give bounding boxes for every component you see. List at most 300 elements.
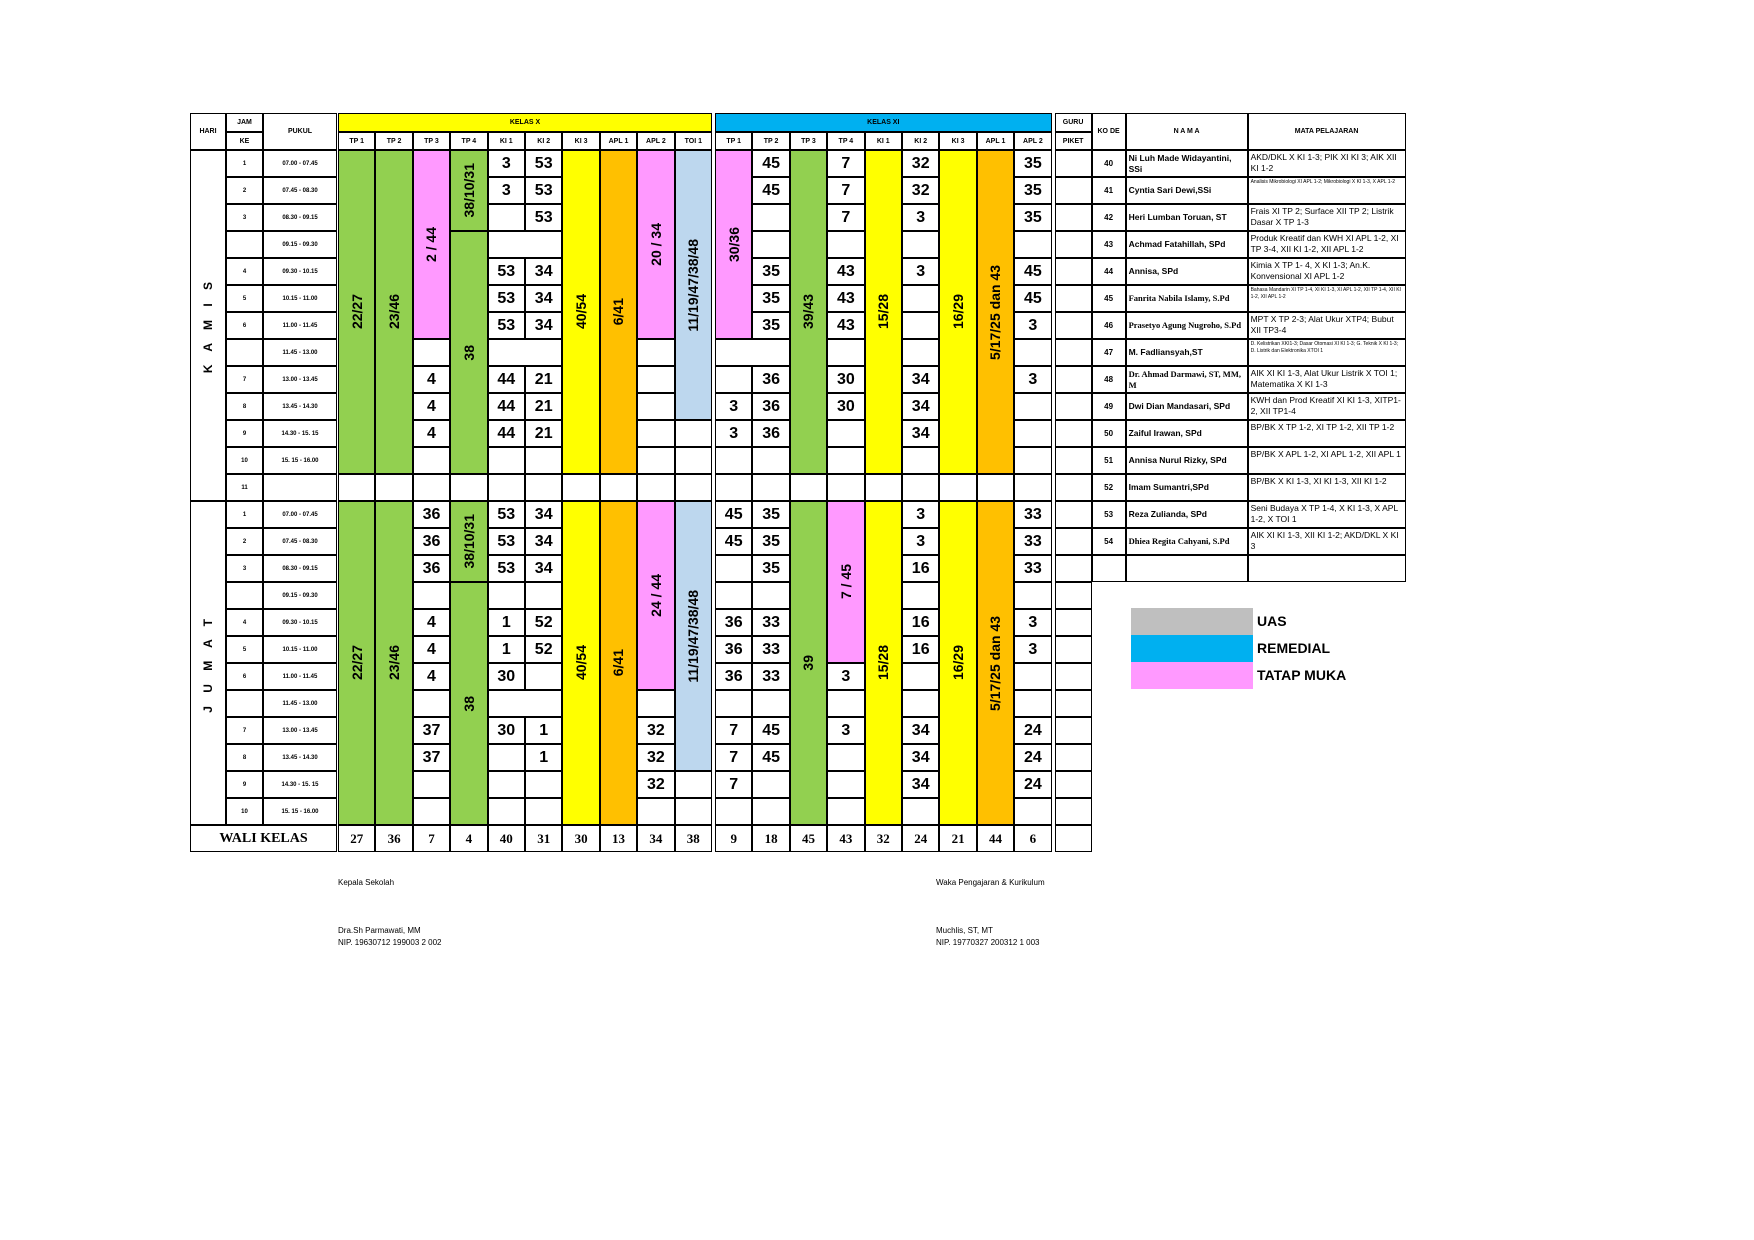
guru-piket-cell [1055,474,1092,501]
teacher-subjects: Analisis Mikrobiologi XI APL 1-2; Mikrobiologi X KI 1-3, X APL 1-2 [1248,177,1406,204]
schedule-cell [752,690,789,717]
schedule-cell: 35 [752,555,789,582]
schedule-cell [902,447,939,474]
jam-ke: 7 [226,366,263,393]
teacher-name [1126,555,1248,582]
jam-ke: 4 [226,609,263,636]
legend-label: TATAP MUKA [1257,667,1347,683]
schedule-block-label: 7 / 45 [837,564,854,600]
schedule-cell: 30 [488,717,525,744]
wali-kelas-value: 40 [488,825,525,852]
schedule-cell: 53 [488,501,525,528]
schedule-block-label: 6/41 [610,649,627,677]
teacher-subjects: KWH dan Prod Kreatif XI KI 1-3, XITP1-2, XII TP1-4 [1248,393,1406,420]
schedule-cell: 32 [637,717,674,744]
wali-kelas-value: 36 [375,825,412,852]
pukul: 13.00 - 13.45 [263,717,337,744]
teacher-subjects: BP/BK X TP 1-2, XI TP 1-2, XII TP 1-2 [1248,420,1406,447]
teacher-kode: 48 [1092,366,1126,393]
guru-piket-cell [1055,636,1092,663]
merged-cell [488,339,563,366]
schedule-cell [413,690,450,717]
schedule-cell: 53 [525,177,562,204]
legend-label: REMEDIAL [1257,640,1331,656]
teacher-name: Imam Sumantri,SPd [1126,474,1248,501]
header-ke: KE [226,132,263,150]
teacher-kode: 54 [1092,528,1126,555]
schedule-cell: 44 [488,420,525,447]
schedule-cell [902,474,939,501]
schedule-cell: 16 [902,636,939,663]
schedule-block [715,150,752,339]
schedule-cell: 24 [1014,771,1051,798]
schedule-cell [1014,474,1051,501]
teacher-name: Annisa, SPd [1126,258,1248,285]
pukul: 07.00 - 07.45 [263,150,337,177]
pukul [263,474,337,501]
teacher-subjects: AIK XI KI 1-3, XII KI 1-2; AKD/DKL X KI 3 [1248,528,1406,555]
guru-piket-cell [1055,204,1092,231]
schedule-block [977,150,1014,474]
teacher-subjects: Seni Budaya X TP 1-4, X KI 1-3, X APL 1-2, X TOI 1 [1248,501,1406,528]
day-label-kamis [190,150,226,501]
schedule-cell [525,447,562,474]
schedule-cell: 53 [525,204,562,231]
schedule-cell: 36 [715,609,752,636]
teacher-name: Dwi Dian Mandasari, SPd [1126,393,1248,420]
teacher-kode: 40 [1092,150,1126,177]
signature-left-nip: NIP. 19630712 199003 2 002 [338,938,442,947]
schedule-cell: 43 [827,258,864,285]
guru-piket-cell [1055,744,1092,771]
schedule-cell [488,744,525,771]
schedule-cell: 33 [752,609,789,636]
guru-piket-cell [1055,366,1092,393]
schedule-cell: 16 [902,609,939,636]
schedule-cell [675,798,712,825]
schedule-block [375,501,412,825]
schedule-cell: 35 [752,528,789,555]
schedule-cell: 33 [1014,555,1051,582]
schedule-cell: 4 [413,609,450,636]
schedule-cell [827,420,864,447]
schedule-cell: 3 [827,717,864,744]
schedule-cell: 3 [1014,636,1051,663]
schedule-cell [902,582,939,609]
schedule-block [939,501,976,825]
schedule-cell [752,474,789,501]
schedule-cell [413,771,450,798]
header-kelas-xi: KELAS XI [715,113,1052,132]
schedule-cell: 30 [488,663,525,690]
day-label-jumat [190,501,226,825]
guru-piket-cell [1055,609,1092,636]
schedule-cell [1014,582,1051,609]
schedule-cell: 45 [752,744,789,771]
jam-ke [226,690,263,717]
schedule-cell [1014,447,1051,474]
schedule-cell: 36 [715,636,752,663]
schedule-cell: 43 [827,312,864,339]
column-header-x: TOI 1 [675,132,712,150]
signature-left-title: Kepala Sekolah [338,878,395,887]
schedule-cell: 37 [413,744,450,771]
jam-ke: 6 [226,312,263,339]
column-header-x: APL 2 [637,132,674,150]
teacher-name: M. Fadliansyah,ST [1126,339,1248,366]
schedule-cell: 34 [902,366,939,393]
day-label-kamis-label: K A M I S [201,277,215,374]
pukul: 08.30 - 09.15 [263,204,337,231]
teacher-kode: 42 [1092,204,1126,231]
schedule-cell: 36 [752,393,789,420]
schedule-cell: 36 [715,663,752,690]
pukul: 13.45 - 14.30 [263,393,337,420]
schedule-cell [525,474,562,501]
schedule-cell: 34 [902,393,939,420]
schedule-block-label: 16/29 [950,645,967,681]
schedule-block-label: 6/41 [610,298,627,326]
pukul: 09.15 - 09.30 [263,231,337,258]
schedule-cell: 53 [488,285,525,312]
teacher-subjects: MPT X TP 2-3; Alat Ukur XTP4; Bubut XII TP3-4 [1248,312,1406,339]
guru-piket-cell [1055,528,1092,555]
schedule-block-label: 30/36 [725,226,742,263]
header-kode: KO DE [1092,113,1126,150]
guru-piket-cell [1055,393,1092,420]
header-piket: PIKET [1055,132,1092,150]
wali-kelas-value: 24 [902,825,939,852]
wali-kelas-value: 38 [675,825,712,852]
schedule-cell [827,771,864,798]
schedule-cell [752,798,789,825]
schedule-cell [715,582,752,609]
wali-kelas-value: 7 [413,825,450,852]
schedule-block [338,150,375,474]
schedule-cell: 3 [488,177,525,204]
wali-kelas-value: 31 [525,825,562,852]
schedule-cell [715,555,752,582]
schedule-cell [1014,339,1051,366]
schedule-block-label: 22/27 [348,294,365,330]
schedule-cell: 35 [1014,204,1051,231]
schedule-cell [488,447,525,474]
teacher-subjects: Bahasa Mandarin XI TP 1-4, XI KI 1-3, XI APL 1-2, XII TP 1-4, XII KI 1-2, XII APL 1-2 [1248,285,1406,312]
schedule-cell: 34 [902,717,939,744]
schedule-block [562,150,599,474]
column-header-xi: KI 3 [939,132,976,150]
jam-ke: 2 [226,177,263,204]
schedule-cell [827,474,864,501]
schedule-cell [338,474,375,501]
jam-ke: 9 [226,771,263,798]
column-header-x: KI 3 [562,132,599,150]
schedule-cell: 35 [1014,150,1051,177]
teacher-kode [1092,555,1126,582]
schedule-cell: 3 [1014,609,1051,636]
schedule-cell [902,663,939,690]
teacher-name: Reza Zulianda, SPd [1126,501,1248,528]
schedule-cell [902,690,939,717]
teacher-kode: 47 [1092,339,1126,366]
jam-ke [226,582,263,609]
jam-ke: 5 [226,636,263,663]
schedule-cell: 32 [902,150,939,177]
schedule-cell: 32 [637,771,674,798]
wali-kelas-value: 27 [338,825,375,852]
jam-ke: 6 [226,663,263,690]
schedule-cell [637,690,674,717]
header-guru: GURU [1055,113,1092,132]
column-header-xi: APL 2 [1014,132,1051,150]
schedule-cell: 3 [715,420,752,447]
schedule-cell [450,474,487,501]
guru-piket-cell [1055,447,1092,474]
schedule-cell: 45 [715,528,752,555]
schedule-cell [902,312,939,339]
schedule-cell [413,582,450,609]
column-header-x: TP 1 [338,132,375,150]
schedule-cell [715,798,752,825]
schedule-block [450,501,487,582]
schedule-cell: 44 [488,393,525,420]
schedule-cell: 1 [525,744,562,771]
schedule-block [450,150,487,231]
guru-piket-cell [1055,258,1092,285]
schedule-cell [902,339,939,366]
schedule-block [413,150,450,339]
schedule-cell [827,339,864,366]
schedule-cell: 7 [827,204,864,231]
schedule-cell: 34 [525,312,562,339]
wali-kelas-value: 6 [1014,825,1051,852]
schedule-block-label: 24 / 44 [647,574,664,617]
schedule-block [675,501,712,771]
column-header-x: KI 2 [525,132,562,150]
column-header-x: TP 4 [450,132,487,150]
schedule-cell [1014,420,1051,447]
schedule-cell: 35 [752,312,789,339]
schedule-cell: 36 [413,501,450,528]
schedule-block-label: 15/28 [875,645,892,681]
schedule-cell: 1 [488,636,525,663]
legend-swatch-remedial [1131,635,1253,662]
teacher-kode: 41 [1092,177,1126,204]
schedule-cell [715,690,752,717]
schedule-cell: 53 [525,150,562,177]
schedule-cell: 34 [902,420,939,447]
schedule-cell [637,420,674,447]
column-header-xi: TP 4 [827,132,864,150]
schedule-cell: 34 [525,258,562,285]
schedule-cell: 4 [413,393,450,420]
schedule-cell [413,474,450,501]
teacher-subjects: Frais XI TP 2; Surface XII TP 2; Listrik Dasar X TP 1-3 [1248,204,1406,231]
guru-piket-cell [1055,555,1092,582]
header-nama: N A M A [1126,113,1248,150]
pukul: 07.45 - 08.30 [263,528,337,555]
schedule-cell: 34 [525,501,562,528]
schedule-cell [1014,663,1051,690]
schedule-block [939,150,976,474]
pukul: 10.15 - 11.00 [263,285,337,312]
pukul: 11.00 - 11.45 [263,663,337,690]
pukul: 11.45 - 13.00 [263,339,337,366]
legend-label: UAS [1257,613,1287,629]
schedule-cell: 36 [752,420,789,447]
header-kelas-x: KELAS X [338,113,712,132]
schedule-cell [525,771,562,798]
schedule-cell [939,474,976,501]
schedule-cell: 34 [525,528,562,555]
pukul: 07.00 - 07.45 [263,501,337,528]
teacher-kode: 44 [1092,258,1126,285]
schedule-cell: 7 [715,717,752,744]
teacher-kode: 43 [1092,231,1126,258]
schedule-block [977,501,1014,825]
schedule-cell: 30 [827,393,864,420]
schedule-cell: 53 [488,528,525,555]
schedule-cell: 45 [1014,258,1051,285]
schedule-cell [1014,393,1051,420]
schedule-cell: 45 [752,150,789,177]
schedule-cell [827,447,864,474]
schedule-cell: 3 [827,663,864,690]
schedule-cell: 53 [488,555,525,582]
wali-kelas-label: WALI KELAS [190,825,337,852]
guru-piket-cell [1055,339,1092,366]
teacher-kode: 46 [1092,312,1126,339]
guru-piket-cell [1055,798,1092,825]
schedule-cell [1014,231,1051,258]
schedule-cell [752,447,789,474]
schedule-block [637,501,674,690]
schedule-cell [637,339,674,366]
jam-ke [226,231,263,258]
schedule-cell [488,771,525,798]
pukul: 14.30 - 15. 15 [263,420,337,447]
guru-piket-cell [1055,231,1092,258]
jam-ke: 1 [226,501,263,528]
schedule-cell: 3 [902,501,939,528]
jam-ke: 10 [226,798,263,825]
schedule-block-label: 39 [800,655,817,671]
wali-kelas-value: 32 [865,825,902,852]
schedule-cell: 52 [525,636,562,663]
teacher-name: Achmad Fatahillah, SPd [1126,231,1248,258]
schedule-cell: 36 [752,366,789,393]
schedule-block-label: 11/19/47/38/48 [685,238,702,332]
jam-ke: 4 [226,258,263,285]
schedule-block [637,150,674,339]
schedule-cell [1014,798,1051,825]
schedule-cell [827,744,864,771]
teacher-kode: 50 [1092,420,1126,447]
teacher-name: Annisa Nurul Rizky, SPd [1126,447,1248,474]
schedule-cell [488,582,525,609]
guru-piket-cell [1055,312,1092,339]
teacher-kode: 52 [1092,474,1126,501]
schedule-cell [977,474,1014,501]
schedule-cell [752,231,789,258]
schedule-cell [525,663,562,690]
schedule-block-label: 15/28 [875,294,892,330]
schedule-block-label: 20 / 34 [647,223,664,266]
schedule-cell: 1 [525,717,562,744]
schedule-cell: 34 [902,744,939,771]
schedule-block-label: 22/27 [348,645,365,681]
schedule-cell [865,474,902,501]
schedule-block-label: 40/54 [573,645,590,681]
column-header-xi: APL 1 [977,132,1014,150]
schedule-block [790,150,827,474]
schedule-block [338,501,375,825]
schedule-cell: 52 [525,609,562,636]
schedule-block-label: 2 / 44 [423,226,440,263]
schedule-block [600,501,637,825]
schedule-cell: 3 [902,204,939,231]
teacher-kode: 53 [1092,501,1126,528]
schedule-block-label: 38/10/31 [460,163,477,218]
schedule-cell [675,771,712,798]
schedule-cell [675,447,712,474]
schedule-cell: 4 [413,636,450,663]
guru-piket-cell [1055,177,1092,204]
schedule-cell: 36 [413,555,450,582]
teacher-kode: 49 [1092,393,1126,420]
signature-right-nip: NIP. 19770327 200312 1 003 [936,938,1040,947]
teacher-subjects: Produk Kreatif dan KWH XI APL 1-2, XI TP 3-4, XII KI 1-2, XII APL 1-2 [1248,231,1406,258]
schedule-cell: 7 [715,744,752,771]
schedule-cell [413,447,450,474]
schedule-block [827,501,864,663]
schedule-cell: 43 [827,285,864,312]
wali-kelas-value: 34 [637,825,674,852]
schedule-cell: 53 [488,258,525,285]
teacher-name: Ni Luh Made Widayantini, SSi [1126,150,1248,177]
legend-swatch-uas [1131,608,1253,635]
teacher-kode: 51 [1092,447,1126,474]
pukul: 09.30 - 10.15 [263,258,337,285]
schedule-cell: 33 [1014,501,1051,528]
pukul: 15. 15 - 16.00 [263,798,337,825]
teacher-subjects: BP/BK X KI 1-3, XI KI 1-3, XII KI 1-2 [1248,474,1406,501]
schedule-block-label: 16/29 [950,294,967,330]
guru-piket-cell [1055,690,1092,717]
jam-ke: 9 [226,420,263,447]
jam-ke: 8 [226,393,263,420]
schedule-cell: 32 [637,744,674,771]
schedule-cell [902,231,939,258]
schedule-cell: 34 [902,771,939,798]
header-jam: JAM [226,113,263,132]
pukul: 08.30 - 09.15 [263,555,337,582]
schedule-block-label: 11/19/47/38/48 [685,589,702,683]
schedule-cell [488,474,525,501]
schedule-cell: 44 [488,366,525,393]
schedule-cell [375,474,412,501]
schedule-cell: 45 [715,501,752,528]
schedule-cell [488,798,525,825]
schedule-cell: 3 [902,258,939,285]
header-pukul: PUKUL [263,113,337,150]
guru-piket-cell [1055,582,1092,609]
wali-kelas-value: 43 [827,825,864,852]
schedule-cell [637,393,674,420]
teacher-subjects [1248,555,1406,582]
header-mata-pelajaran: MATA PELAJARAN [1248,113,1406,150]
column-header-xi: TP 3 [790,132,827,150]
